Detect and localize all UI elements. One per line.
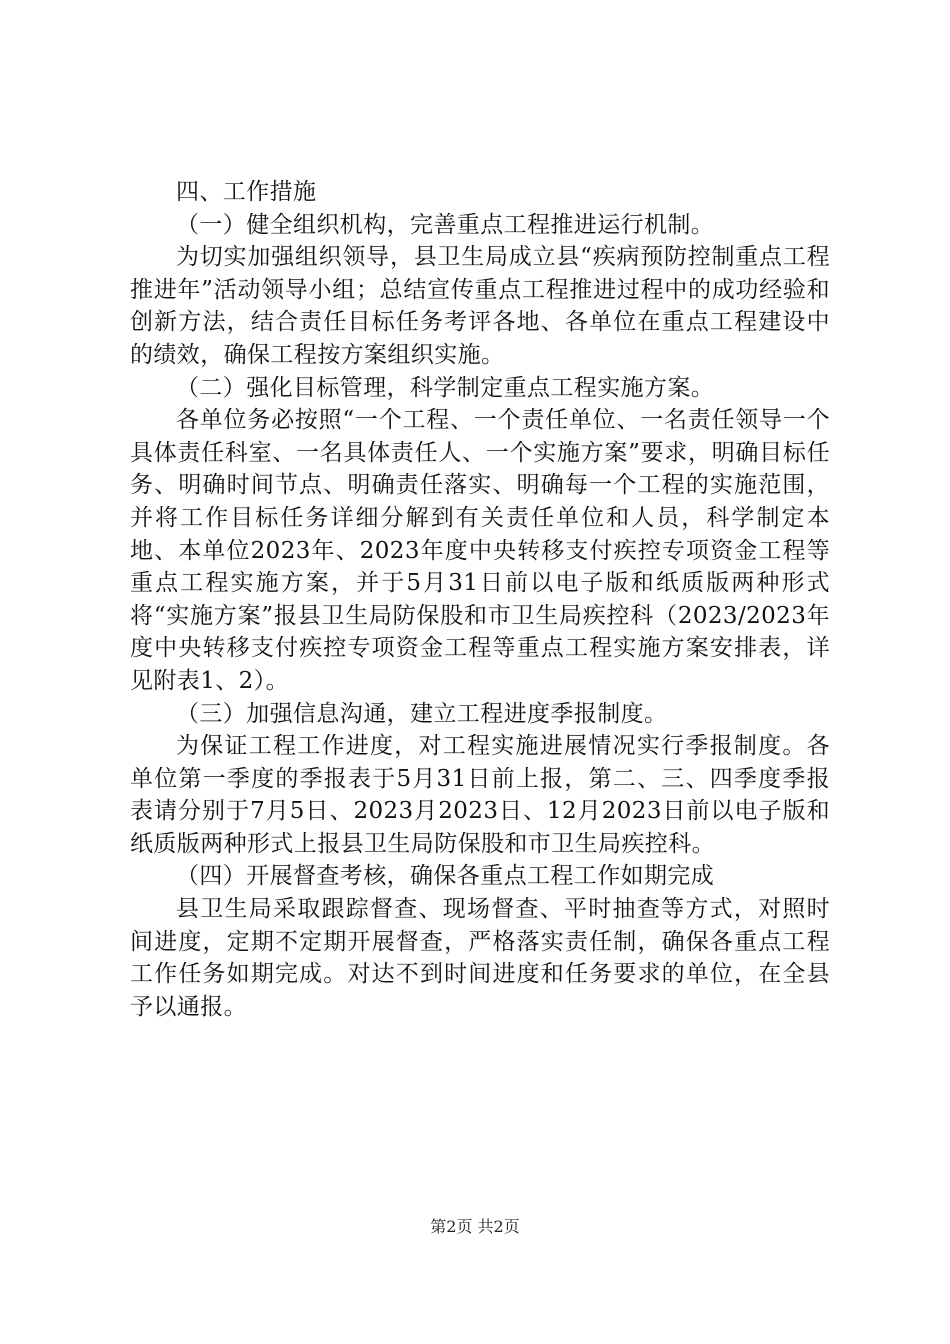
subsection-heading-4: （四）开展督查考核，确保各重点工程工作如期完成 xyxy=(176,863,715,890)
subsection-heading-2: （二）强化目标管理，科学制定重点工程实施方案。 xyxy=(176,374,715,401)
page-footer: 第2页 共2页 xyxy=(430,1217,520,1236)
body-paragraph-2: 各单位务必按照“一个工程、一个责任单位、一名责任领导一个具体责任科室、一名具体责任人、一个实施方案”要求，明确目标任务、明确时间节点、明确责任落实、明确每一个工程的实施范围，并将工作目标任务详细分解到有关责任单位和人员，科学制定本地、本单位2023年、2023年度中央转移支付疾控专项资金工程等重点工程实施方案，并于5月31日前以电子版和纸质版两种形式将“实施方案”报县卫生局防保股和市卫生局疾控科（2023/2023年度中央转移支付疾控专项资金工程等重点工程实施方案安排表，详见附表1、2）。 xyxy=(130,407,830,694)
body-paragraph-3: 为保证工程工作进度，对工程实施进展情况实行季报制度。各单位第一季度的季报表于5月31日前上报，第二、三、四季度季报表请分别于7月5日、2023月2023日、12月2023日前以电子版和纸质版两种形式上报县卫生局防保股和市卫生局疾控科。 xyxy=(130,733,830,857)
body-paragraph-1: 为切实加强组织领导，县卫生局成立县“疾病预防控制重点工程推进年”活动领导小组；总结宣传重点工程推进过程中的成功经验和创新方法，结合责任目标任务考评各地、各单位在重点工程建设中的绩效，确保工程按方案组织实施。 xyxy=(130,244,830,368)
section-heading: 四、工作措施 xyxy=(176,179,317,205)
subsection-heading-3: （三）加强信息沟通，建立工程进度季报制度。 xyxy=(176,700,668,727)
body-paragraph-4: 县卫生局采取跟踪督查、现场督查、平时抽查等方式，对照时间进度，定期不定期开展督查，严格落实责任制，确保各重点工程工作任务如期完成。对达不到时间进度和任务要求的单位，在全县予以通报。 xyxy=(130,896,830,1020)
document-body xyxy=(130,176,830,1023)
subsection-heading-1: （一）健全组织机构，完善重点工程推进运行机制。 xyxy=(176,211,715,238)
